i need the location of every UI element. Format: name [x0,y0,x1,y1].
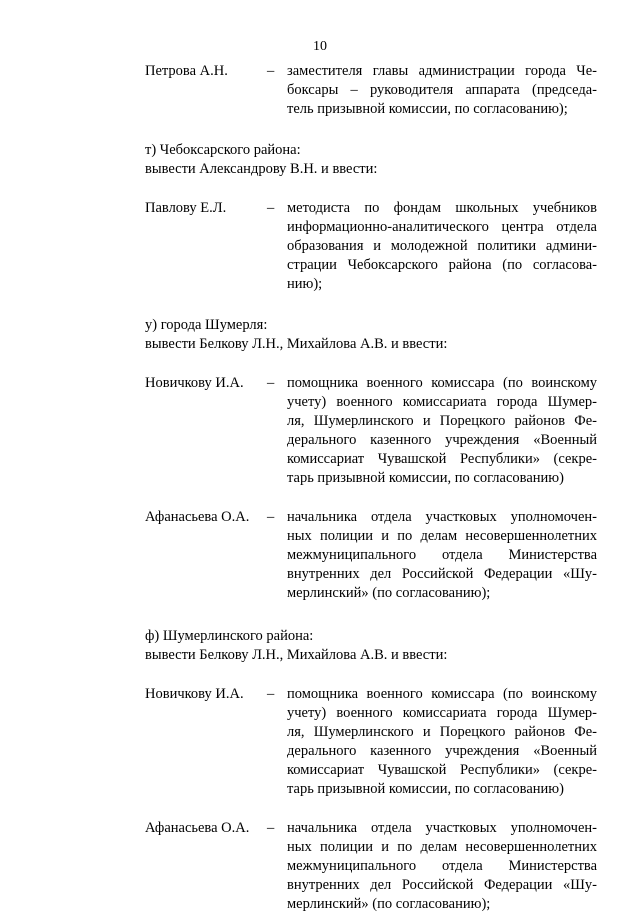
description-line: помощника военного комиссара (по воинскому [287,686,597,702]
page-number: 10 [313,39,327,54]
entry-name: Афанасьева О.А. [145,509,250,525]
entry-description [287,508,597,603]
description-line: ных полиции и по делам несовершеннолетних [287,528,597,544]
entry-dash: – [267,820,275,836]
description-line: методиста по фондам школьных учебников [287,200,597,216]
description-line: учету) военного комиссариата города Шумер- [287,705,597,721]
description-line: ля, Шумерлинского и Порецкого районов Фе- [287,413,597,429]
description-line: межмуниципального отдела Министерства [287,858,597,874]
description-line: дерального казенного учреждения «Военный [287,743,597,759]
description-line: ных полиции и по делам несовершеннолетних [287,839,597,855]
entry-dash: – [267,509,275,525]
entry-pavlova [145,199,597,294]
entry-description [287,819,597,914]
section-heading-t: т) Чебоксарского района: [145,142,301,158]
description-line: мерлинский» (по согласованию); [287,585,491,601]
description-line: образования и молодежной политики админи- [287,238,597,254]
description-line: межмуниципального отдела Министерства [287,547,597,563]
description-line: тарь призывной комиссии, по согласованию) [287,470,564,486]
entry-afanasyeva-f [145,819,597,914]
section-heading-f: ф) Шумерлинского района: [145,628,314,644]
description-line: комиссариат Чувашской Республики» (секре- [287,451,597,467]
entry-description [287,62,597,119]
entry-dash: – [267,200,275,216]
section-instruction-t: вывести Александрову В.Н. и ввести: [145,161,378,177]
description-line: начальника отдела участковых уполномочен- [287,509,597,525]
entry-description [287,685,597,799]
section-instruction-f: вывести Белкову Л.Н., Михайлова А.В. и ввести: [145,647,448,663]
document-body [145,62,597,914]
description-line: тарь призывной комиссии, по согласованию) [287,781,564,797]
entry-description [287,374,597,488]
description-line: начальника отдела участковых уполномочен- [287,820,597,836]
entry-name: Павлову Е.Л. [145,200,227,216]
entry-novichkova-u [145,374,597,488]
description-line: заместителя главы администрации города Че- [287,63,597,79]
description-line: нию); [287,276,323,292]
description-line: внутренних дел Российской Федерации «Шу- [287,566,597,582]
entry-novichkova-f [145,685,597,799]
entry-name: Новичкову И.А. [145,686,244,702]
description-line: помощника военного комиссара (по воинскому [287,375,597,391]
description-line: информационно-аналитического центра отдела [287,219,597,235]
entry-description [287,199,597,294]
entry-name: Афанасьева О.А. [145,820,250,836]
entry-petrova [145,62,597,119]
description-line: тель призывной комиссии, по согласованию); [287,101,568,117]
description-line: ля, Шумерлинского и Порецкого районов Фе- [287,724,597,740]
description-line: дерального казенного учреждения «Военный [287,432,597,448]
description-line: учету) военного комиссариата города Шумер- [287,394,597,410]
description-line: внутренних дел Российской Федерации «Шу- [287,877,597,893]
section-instruction-u: вывести Белкову Л.Н., Михайлова А.В. и ввести: [145,336,448,352]
section-heading-u: у) города Шумерля: [145,317,268,333]
description-line: мерлинский» (по согласованию); [287,896,491,912]
entry-afanasyeva-u [145,508,597,603]
entry-name: Петрова А.Н. [145,63,228,79]
entry-dash: – [267,63,275,79]
description-line: боксары – руководителя аппарата (председа- [287,82,597,98]
entry-dash: – [267,686,275,702]
description-line: комиссариат Чувашской Республики» (секре- [287,762,597,778]
entry-dash: – [267,375,275,391]
entry-name: Новичкову И.А. [145,375,244,391]
description-line: страции Чебоксарского района (по согласова- [287,257,597,273]
